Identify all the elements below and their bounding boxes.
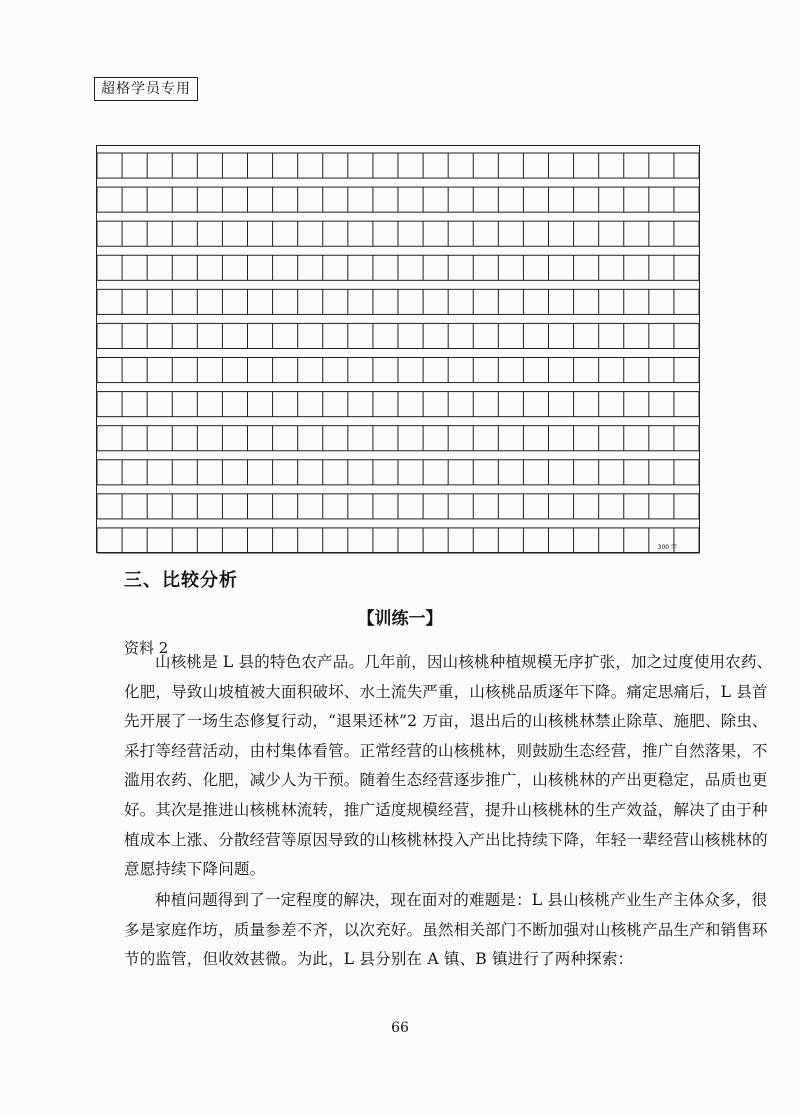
- paragraph-1-line: 滥用农药、化肥，减少人为干预。随着生态经营逐步推广，山核桃林的产出更稳定，品质也更: [124, 771, 768, 790]
- paragraph-1-line: 好。其次是推进山核桃林流转，推广适度规模经营，提升山核桃林的生产效益，解决了由于种: [124, 800, 768, 819]
- grid-row: [97, 289, 699, 314]
- grid-row: [97, 358, 699, 383]
- word-count-label: 300 字: [657, 544, 677, 551]
- paragraph-2-line: 种植问题得到了一定程度的解决，现在面对的难题是：L 县山核桃产业生产主体众多，很: [155, 891, 768, 909]
- paragraph-2-line: 多是家庭作坊，质量参差不齐，以次充好。虽然相关部门不断加强对山核桃产品生产和销售环: [124, 920, 768, 939]
- writing-grid-cells: [97, 146, 701, 554]
- grid-row: [97, 187, 699, 212]
- grid-row: [97, 426, 699, 451]
- grid-row: [97, 255, 699, 280]
- section-heading: 三、比较分析: [124, 570, 238, 591]
- paragraph-1-line: 化肥，导致山坡植被大面积破坏、水土流失严重，山核桃品质逐年下降。痛定思痛后，L 县首: [124, 682, 768, 701]
- writing-grid: [96, 145, 700, 553]
- grid-row: [97, 323, 699, 348]
- paragraph-2: [124, 886, 768, 975]
- grid-row: [97, 221, 699, 246]
- paragraph-1-line: 山核桃是 L 县的特色农产品。几年前，因山核桃种植规模无序扩张，加之过度使用农药、: [155, 653, 773, 671]
- paragraph-2-line: 节的监管，但收效甚微。为此，L 县分别在 A 镇、B 镇进行了两种探索：: [124, 950, 634, 969]
- grid-row: [97, 494, 699, 519]
- paragraph-1-line: 意愿持续下降问题。: [124, 860, 266, 879]
- material-label: 资料 2: [124, 639, 169, 657]
- paragraph-1-line: 先开展了一场生态修复行动，“退果还林”2 万亩，退出后的山核桃林禁止除草、施肥、除虫、: [124, 712, 768, 731]
- paragraph-1-line: 植成本上涨、分散经营等原因导致的山核桃林投入产出比持续下降，年轻一辈经营山核桃林的: [124, 830, 768, 849]
- paragraph-1: [124, 648, 773, 885]
- grid-row: [97, 528, 699, 553]
- grid-row: [97, 153, 699, 178]
- user-stamp-label: 超格学员专用: [94, 77, 198, 101]
- page-number: 66: [391, 1020, 409, 1036]
- grid-row: [97, 460, 699, 485]
- training-title: 【训练一】: [357, 609, 443, 629]
- paragraph-1-line: 采打等经营活动，由村集体看管。正常经营的山核桃林，则鼓励生态经营，推广自然落果，不: [124, 741, 768, 760]
- grid-row: [97, 392, 699, 417]
